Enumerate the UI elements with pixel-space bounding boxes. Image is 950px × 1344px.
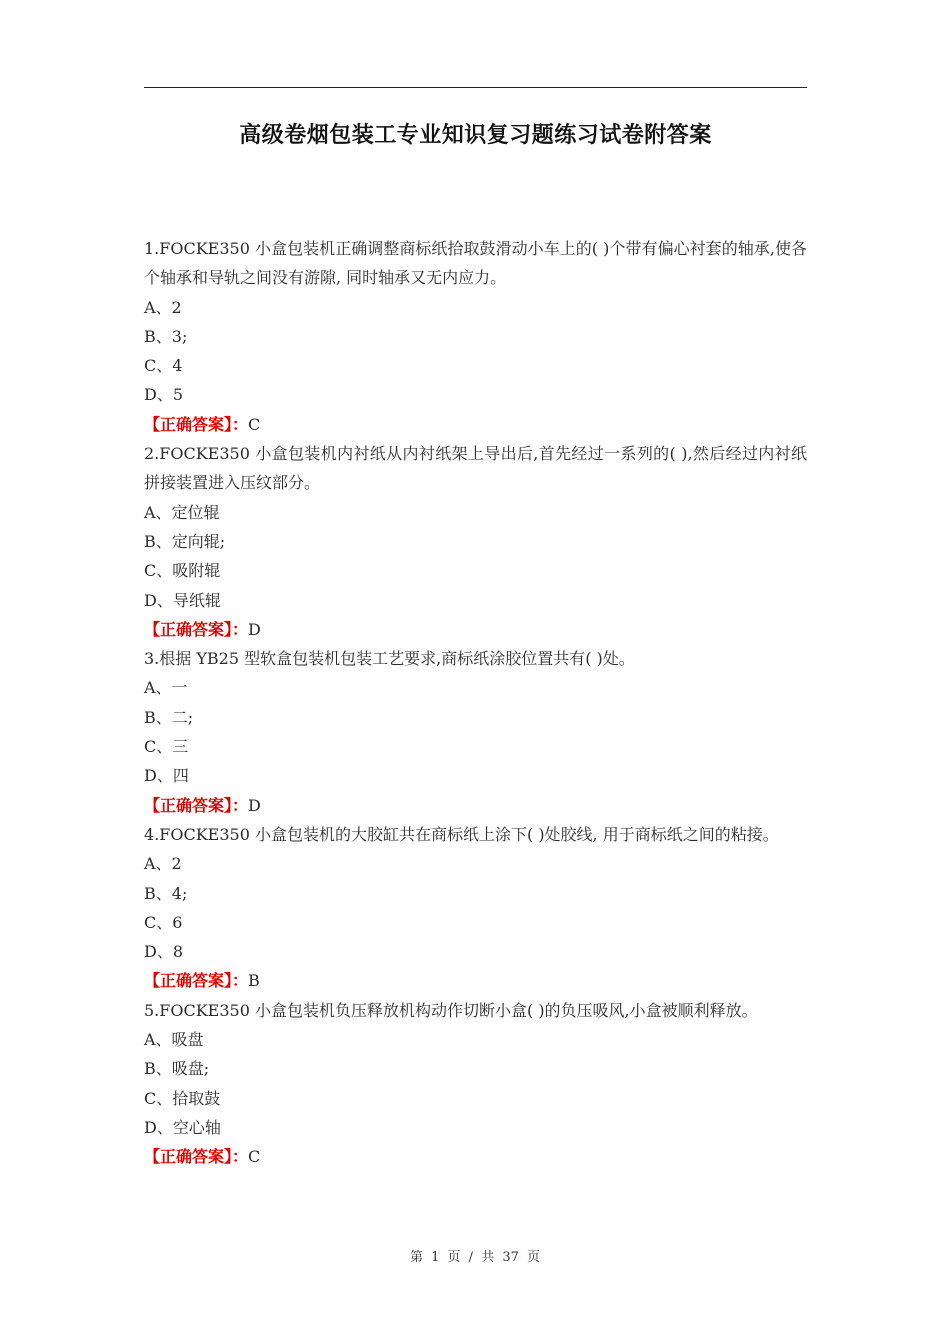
question-2 — [144, 439, 807, 644]
footer-total-pages: 37 — [502, 1250, 519, 1265]
correct-answer-label: 【正确答案】： — [144, 795, 249, 815]
correct-answer-value: D — [248, 619, 261, 639]
question-stem: 1.FOCKE350 小盒包装机正确调整商标纸拾取鼓滑动小车上的( )个带有偏心衬套的轴承,使各个轴承和导轨之间没有游隙, 同时轴承又无内应力。 — [144, 239, 807, 288]
option-a: A、2 — [144, 854, 182, 874]
option-c: C、吸附辊 — [144, 561, 221, 581]
option-c: C、4 — [144, 356, 183, 376]
option-b: B、定向辊; — [144, 531, 226, 551]
page-footer — [0, 1246, 950, 1265]
correct-answer-label: 【正确答案】： — [144, 1147, 249, 1167]
question-list — [144, 234, 807, 1172]
correct-answer-label: 【正确答案】： — [144, 619, 249, 639]
option-a: A、定位辊 — [144, 502, 220, 522]
footer-total-prefix: 共 — [481, 1250, 495, 1265]
option-d: D、空心轴 — [144, 1117, 221, 1137]
option-c: C、拾取鼓 — [144, 1088, 221, 1108]
option-b: B、二; — [144, 707, 194, 727]
question-stem: 3.根据 YB25 型软盒包装机包装工艺要求,商标纸涂胶位置共有( )处。 — [144, 649, 635, 669]
question-stem: 2.FOCKE350 小盒包装机内衬纸从内衬纸架上导出后,首先经过一系列的( ),然后经过内衬纸拼接装置进入压纹部分。 — [144, 444, 807, 493]
correct-answer-value: C — [248, 1147, 261, 1167]
option-b: B、吸盘; — [144, 1059, 210, 1079]
correct-answer — [144, 615, 807, 644]
option-c: C、三 — [144, 737, 189, 757]
question-4 — [144, 820, 807, 996]
question-stem: 4.FOCKE350 小盒包装机的大胶缸共在商标纸上涂下( )处胶线, 用于商标纸之间的粘接。 — [144, 824, 779, 844]
option-d: D、5 — [144, 385, 184, 405]
correct-answer — [144, 966, 807, 995]
question-1 — [144, 234, 807, 439]
footer-prefix: 第 — [409, 1250, 423, 1265]
footer-separator: / — [468, 1250, 474, 1265]
correct-answer-value: D — [248, 795, 261, 815]
correct-answer — [144, 410, 807, 439]
correct-answer-label: 【正确答案】： — [144, 414, 249, 434]
correct-answer — [144, 791, 807, 820]
option-d: D、8 — [144, 942, 184, 962]
question-5 — [144, 996, 807, 1172]
option-a: A、吸盘 — [144, 1030, 204, 1050]
option-c: C、6 — [144, 912, 183, 932]
option-b: B、4; — [144, 883, 188, 903]
correct-answer-value: C — [248, 414, 261, 434]
header-rule — [144, 87, 807, 88]
question-3 — [144, 644, 807, 820]
option-d: D、四 — [144, 766, 189, 786]
option-a: A、2 — [144, 297, 182, 317]
footer-current-page: 1 — [431, 1250, 440, 1265]
option-a: A、一 — [144, 678, 188, 698]
correct-answer — [144, 1142, 807, 1171]
footer-page-unit: 页 — [447, 1250, 461, 1265]
correct-answer-label: 【正确答案】： — [144, 971, 249, 991]
footer-total-unit: 页 — [527, 1250, 541, 1265]
question-stem: 5.FOCKE350 小盒包装机负压释放机构动作切断小盒( )的负压吸风,小盒被顺利释放。 — [144, 1000, 758, 1020]
document-title: 高级卷烟包装工专业知识复习题练习试卷附答案 — [239, 122, 712, 148]
correct-answer-value: B — [248, 971, 260, 991]
option-b: B、3; — [144, 326, 188, 346]
option-d: D、导纸辊 — [144, 590, 221, 610]
